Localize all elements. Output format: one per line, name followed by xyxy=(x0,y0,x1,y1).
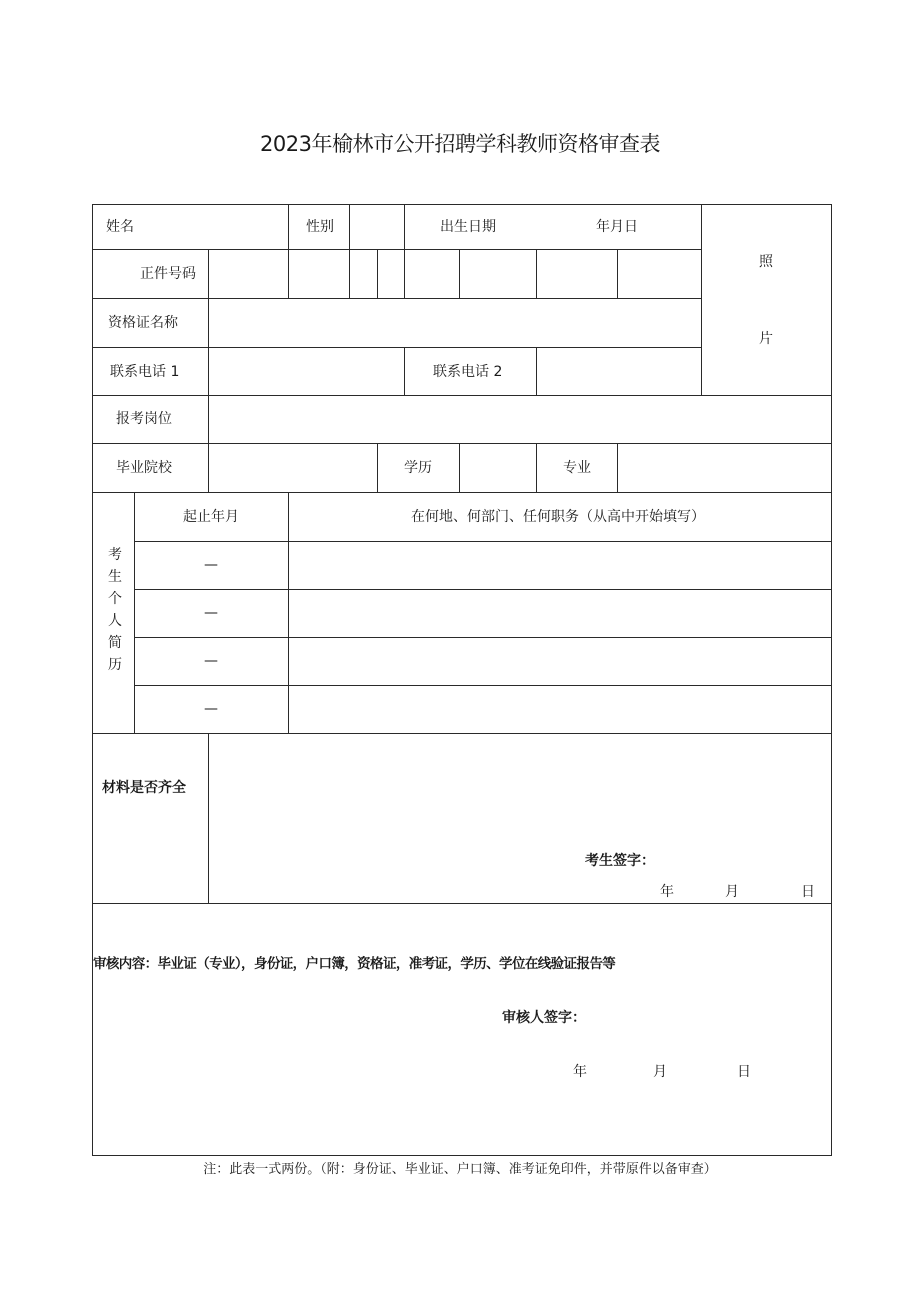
table-line xyxy=(701,204,702,396)
table-line xyxy=(208,733,209,904)
position-label: 报考岗位 xyxy=(116,411,172,427)
table-line xyxy=(404,249,405,299)
table-line xyxy=(92,733,832,734)
gender-label: 性别 xyxy=(306,219,334,235)
table-line xyxy=(92,492,832,493)
school-label: 毕业院校 xyxy=(116,460,172,476)
certificate-name-label: 资格证名称 xyxy=(108,315,178,331)
table-line xyxy=(134,492,135,734)
table-line xyxy=(404,204,405,250)
table-line xyxy=(92,204,93,1156)
table-line xyxy=(617,249,618,299)
table-line xyxy=(288,492,289,734)
table-line xyxy=(92,395,832,396)
period-dash: — xyxy=(204,653,218,669)
sign-day: 日 xyxy=(801,884,815,900)
period-dash: — xyxy=(204,557,218,573)
period-header: 起止年月 xyxy=(183,509,239,525)
photo-label-top: 照 xyxy=(759,254,773,270)
table-line xyxy=(92,347,701,348)
footnote: 注：此表一式两份。（附：身份证、毕业证、户口簿、准考证免印件，并带原件以备审查） xyxy=(203,1162,717,1177)
table-line xyxy=(134,541,832,542)
phone1-label: 联系电话 1 xyxy=(110,364,180,380)
birth-date-label: 出生日期 xyxy=(440,219,496,235)
period-dash: — xyxy=(204,605,218,621)
table-line xyxy=(134,637,832,638)
sign-year: 年 xyxy=(660,884,674,900)
table-line xyxy=(92,204,832,205)
review-content: 审核内容：毕业证（专业），身份证，户口簿，资格证，准考证，学历、学位在线验证报告等 xyxy=(93,956,616,972)
table-line xyxy=(536,347,537,396)
materials-label: 材料是否齐全 xyxy=(102,780,186,796)
table-line xyxy=(92,903,832,904)
table-line xyxy=(459,249,460,299)
reviewer-signature-label: 审核人签字： xyxy=(502,1010,586,1026)
table-line xyxy=(134,685,832,686)
table-line xyxy=(459,443,460,493)
table-line xyxy=(92,1155,832,1156)
table-line xyxy=(349,204,350,299)
table-line xyxy=(536,443,537,493)
table-line xyxy=(92,443,832,444)
birth-date-format: 年月日 xyxy=(596,219,638,235)
table-line xyxy=(831,204,832,1156)
resume-description-header: 在何地、何部门、任何职务（从高中开始填写） xyxy=(411,509,705,525)
table-line xyxy=(208,443,209,493)
table-line xyxy=(92,298,701,299)
period-dash: — xyxy=(204,701,218,717)
table-line xyxy=(377,443,378,493)
phone2-label: 联系电话 2 xyxy=(433,364,503,380)
table-line xyxy=(377,249,378,299)
table-line xyxy=(208,249,209,444)
table-line xyxy=(92,249,701,250)
major-label: 专业 xyxy=(563,460,591,476)
education-label: 学历 xyxy=(404,460,432,476)
table-line xyxy=(536,249,537,299)
resume-vertical-label: 考生个人简历 xyxy=(108,547,122,673)
table-line xyxy=(404,347,405,396)
table-line xyxy=(617,443,618,493)
name-label: 姓名 xyxy=(106,219,134,235)
table-line xyxy=(134,589,832,590)
review-day: 日 xyxy=(737,1064,751,1080)
table-line xyxy=(288,204,289,299)
id-number-label: 正件号码 xyxy=(140,266,196,282)
form-title: 2023年榆林市公开招聘学科教师资格审查表 xyxy=(260,132,660,156)
review-year: 年 xyxy=(573,1064,587,1080)
applicant-signature-label: 考生签字： xyxy=(585,853,655,869)
photo-label-bottom: 片 xyxy=(759,331,773,347)
review-month: 月 xyxy=(653,1064,667,1080)
sign-month: 月 xyxy=(725,884,739,900)
